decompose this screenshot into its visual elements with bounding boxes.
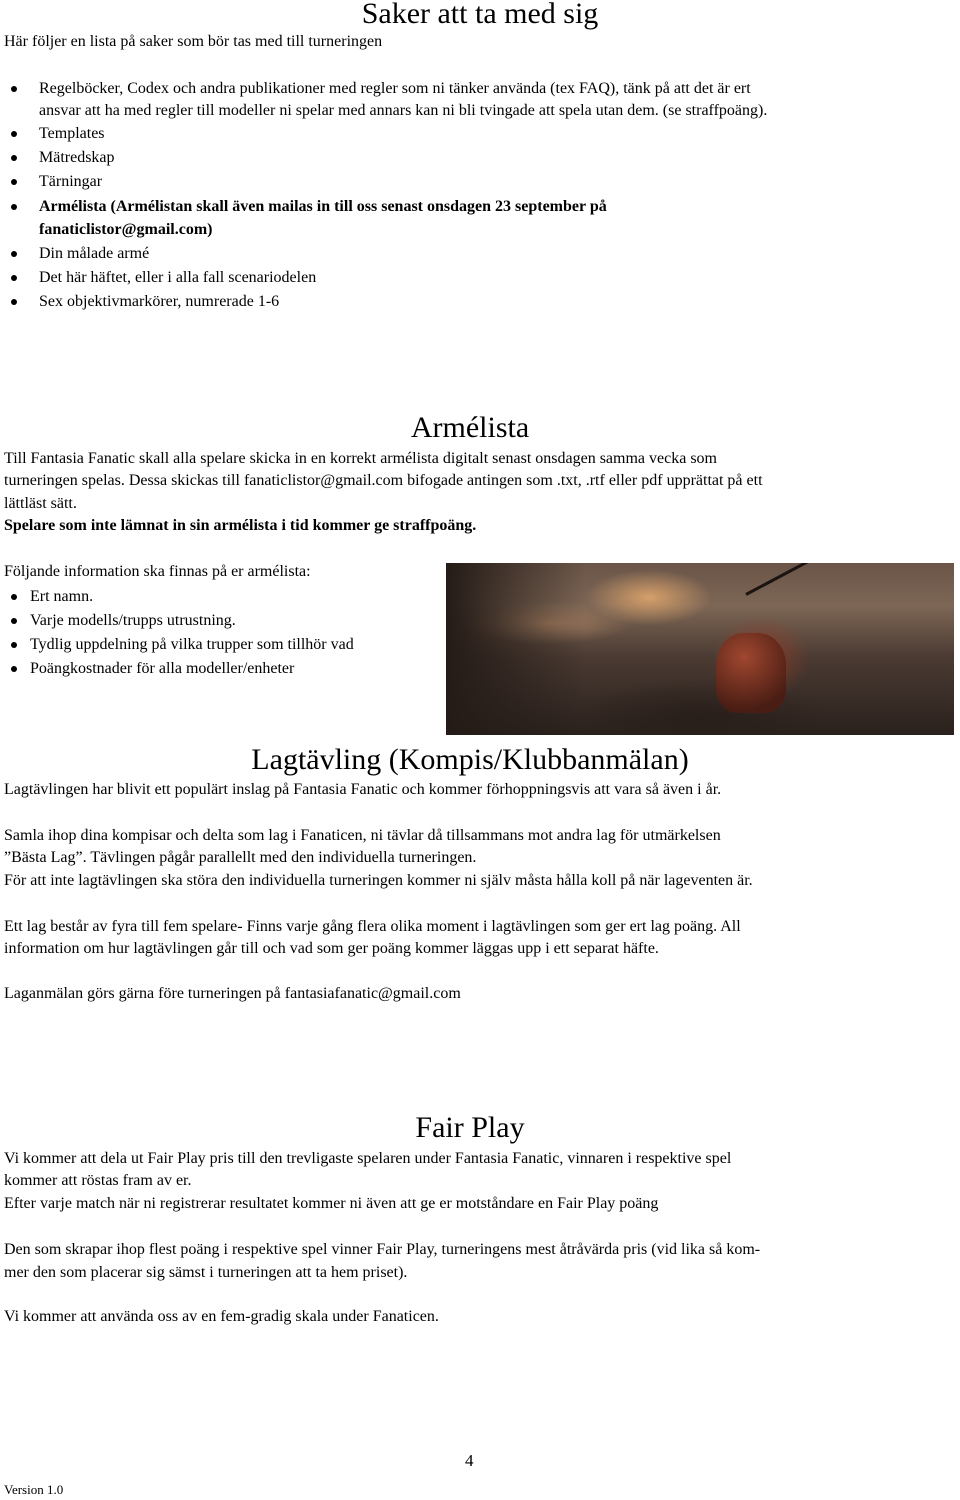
list-item-text: Regelböcker, Codex och andra publikationer med regler som ni tänker använda (tex FAQ), tänk på att det är ert (39, 80, 751, 97)
section-title-saker: Saker att ta med sig (361, 0, 599, 30)
list-item-text: Templates (39, 125, 105, 142)
fairplay-paragraph: mer den som placerar sig sämst i turneringen att ta hem priset). (4, 1264, 408, 1281)
section-intro-saker: Här följer en lista på saker som bör tas med till turneringen (4, 33, 383, 50)
armelista-paragraph-line: Till Fantasia Fanatic skall alla spelare skicka in en korrekt armélista digitalt senast onsdagen samma vecka som (4, 450, 717, 467)
fairplay-paragraph: Den som skrapar ihop flest poäng i respektive spel vinner Fair Play, turneringens mest åtråvärda pris (vid lika så kom- (4, 1241, 761, 1258)
bullet-icon (4, 585, 24, 609)
list-item-text: fanaticlistor@gmail.com) (39, 221, 213, 238)
list-item-text: ansvar att ha med regler till modeller ni spelar med annars kan ni bli tvingade att spela utan dem. (se straffpoäng). (39, 102, 768, 119)
fantasy-artwork-image (446, 563, 954, 735)
list-item-text: Sex objektivmarkörer, numrerade 1-6 (39, 293, 280, 310)
bullet-icon (4, 77, 24, 101)
lagtavling-paragraph: ”Bästa Lag”. Tävlingen pågår parallellt med den individuella turneringen. (4, 849, 477, 866)
fairplay-paragraph: kommer att röstas fram av er. (4, 1172, 192, 1189)
armelista-paragraph-line: turneringen spelas. Dessa skickas till fanaticlistor@gmail.com bifogade antingen som .txt, .rtf eller pdf upprättat på ett (4, 472, 763, 489)
lagtavling-paragraph: För att inte lagtävlingen ska störa den individuella turneringen kommer ni själv måsta hålla koll på när lageventen är. (4, 872, 753, 889)
bullet-icon (4, 122, 24, 146)
list-item-text: Tydlig uppdelning på vilka trupper som tillhör vad (30, 636, 354, 653)
list-item-text: Din målade armé (39, 245, 150, 262)
armelista-penalty-note: Spelare som inte lämnat in sin armélista i tid kommer ge straffpoäng. (4, 517, 477, 534)
section-title-armelista: Armélista (410, 411, 530, 444)
fairplay-paragraph: Vi kommer att dela ut Fair Play pris till den trevligaste spelaren under Fantasia Fanatic, vinnaren i respektive spel (4, 1150, 732, 1167)
armelista-info-intro: Följande information ska finnas på er armélista: (4, 563, 311, 580)
bullet-icon (4, 242, 24, 266)
artwork-spear (745, 563, 954, 596)
bullet-icon (4, 290, 24, 314)
artwork-warrior (716, 633, 786, 713)
list-item-text: Armélista (Armélistan skall även mailas in till oss senast onsdagen 23 september på (39, 198, 607, 215)
lagtavling-paragraph: Samla ihop dina kompisar och delta som lag i Fanaticen, ni tävlar då tillsammans mot andra lag för utmärkelsen (4, 827, 721, 844)
fairplay-paragraph: Vi kommer att använda oss av en fem-gradig skala under Fanaticen. (4, 1308, 439, 1325)
section-title-lagtavling: Lagtävling (Kompis/Klubbanmälan) (251, 743, 689, 776)
bullet-icon (4, 657, 24, 681)
bullet-icon (4, 633, 24, 657)
lagtavling-signup: Laganmälan görs gärna före turneringen på fantasiafanatic@gmail.com (4, 985, 461, 1002)
list-item-text: Ert namn. (30, 588, 94, 605)
list-item-text: Varje modells/trupps utrustning. (30, 612, 236, 629)
section-title-fairplay: Fair Play (415, 1111, 525, 1144)
list-item-text: Mätredskap (39, 149, 115, 166)
fairplay-paragraph: Efter varje match när ni registrerar resultatet kommer ni även att ge er motståndare en Fair Play poäng (4, 1195, 659, 1212)
armelista-paragraph-line: lättläst sätt. (4, 495, 77, 512)
bullet-icon (4, 146, 24, 170)
page-number: 4 (465, 1451, 474, 1470)
artwork-rocks (446, 563, 586, 735)
bullet-icon (4, 195, 24, 219)
list-item-text: Det här häftet, eller i alla fall scenariodelen (39, 269, 317, 286)
lagtavling-paragraph: information om hur lagtävlingen går till och vad som ger poäng kommer läggas upp i ett separat häfte. (4, 940, 659, 957)
bullet-icon (4, 170, 24, 194)
version-label: Version 1.0 (4, 1482, 64, 1497)
lagtavling-paragraph: Ett lag består av fyra till fem spelare- Finns varje gång flera olika moment i lagtävlingen som ger ert lag poäng. All (4, 918, 741, 935)
list-item-text: Poängkostnader för alla modeller/enheter (30, 660, 295, 677)
lagtavling-paragraph: Lagtävlingen har blivit ett populärt inslag på Fantasia Fanatic och kommer förhoppningsvis att vara så även i år. (4, 781, 722, 798)
bullet-icon (4, 266, 24, 290)
list-item-text: Tärningar (39, 173, 103, 190)
bullet-icon (4, 609, 24, 633)
